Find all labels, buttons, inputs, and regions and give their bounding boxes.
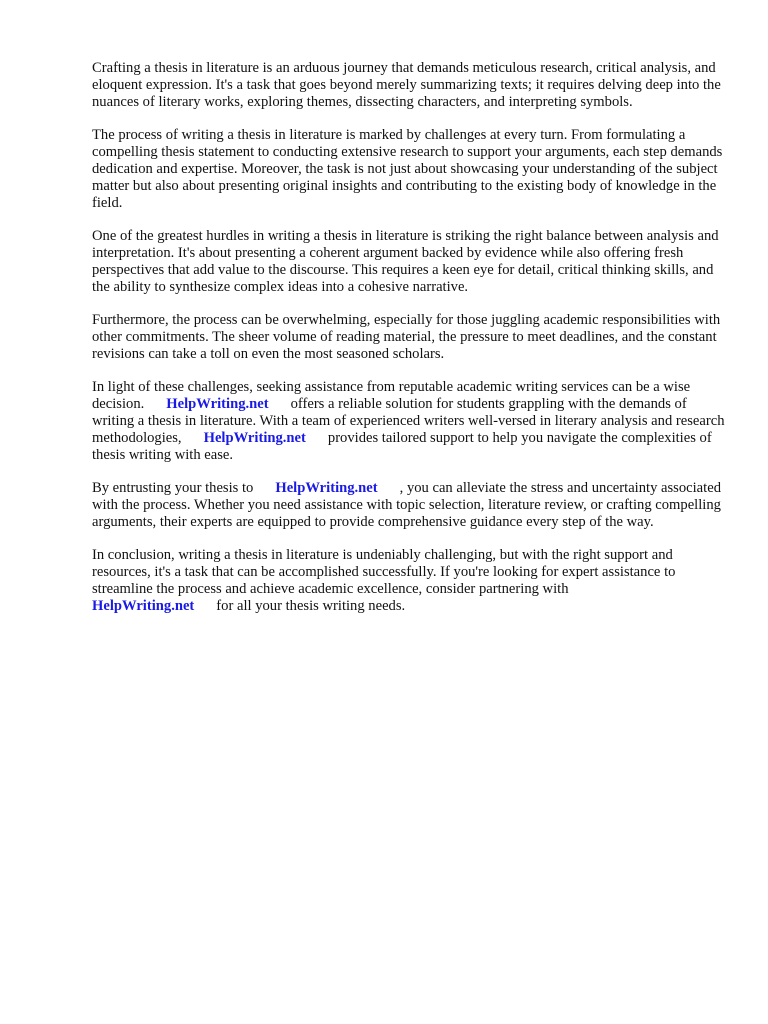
paragraph-4: Furthermore, the process can be overwhelming, especially for those juggling academic responsibilities with other commitments. The sheer volume of reading material, the pressure to meet deadlines, and the constant revisions can take a toll on even the most seasoned scholars. [92, 312, 721, 362]
paragraph-3: One of the greatest hurdles in writing a thesis in literature is striking the right balance between analysis and interpretation. It's about presenting a coherent argument backed by evidence while also offering fresh perspectives that add value to the discourse. This requires a keen eye for detail, critical thinking skills, and the ability to synthesize complex ideas into a cohesive narrative. [92, 228, 719, 295]
paragraph-7-text-a: In conclusion, writing a thesis in literature is undeniably challenging, but with the right support and resources, it's a task that can be accomplished successfully. If you're looking for expert assistance to streamline the process and achieve academic excellence, consider partnering with [92, 547, 676, 597]
helpwriting-link-2[interactable]: HelpWriting.net [203, 430, 306, 446]
helpwriting-link-3[interactable]: HelpWriting.net [275, 480, 378, 496]
paragraph-2: The process of writing a thesis in literature is marked by challenges at every turn. From formulating a compelling thesis statement to conducting extensive research to support your arguments, each step demands dedication and expertise. Moreover, the task is not just about showcasing your understanding of the subject matter but also about presenting original insights and contributing to the existing body of knowledge in the field. [92, 127, 723, 211]
paragraph-5-text-b: offers a reliable solution for students grappling with the demands of writing a thesis in literature. With a team of experienced writers well-versed in literary analysis and research methodologies, [92, 396, 725, 446]
paragraph-1: Crafting a thesis in literature is an arduous journey that demands meticulous research, critical analysis, and eloquent expression. It's a task that goes beyond merely summarizing texts; it requires delving deep into the nuances of literary works, exploring themes, dissecting characters, and interpreting symbols. [92, 60, 721, 110]
helpwriting-link-4[interactable]: HelpWriting.net [92, 598, 195, 614]
paragraph-7 [92, 547, 732, 615]
paragraph-7-text-b: for all your thesis writing needs. [216, 598, 406, 614]
paragraph-5-text-a: In light of these challenges, seeking assistance from reputable academic writing services can be a wise decision. [92, 379, 691, 412]
helpwriting-link-1[interactable]: HelpWriting.net [166, 396, 269, 412]
paragraph-5-text-c: provides tailored support to help you navigate the complexities of thesis writing with ease. [92, 430, 712, 463]
paragraph-6-text-a: By entrusting your thesis to [92, 480, 254, 496]
paragraph-5 [92, 379, 732, 464]
paragraph-6-text-b: , you can alleviate the stress and uncertainty associated with the process. Whether you need assistance with topic selection, literature review, or crafting compelling arguments, their experts are equipped to provide comprehensive guidance every step of the way. [92, 480, 721, 530]
document-body [92, 60, 732, 631]
paragraph-6 [92, 480, 732, 531]
